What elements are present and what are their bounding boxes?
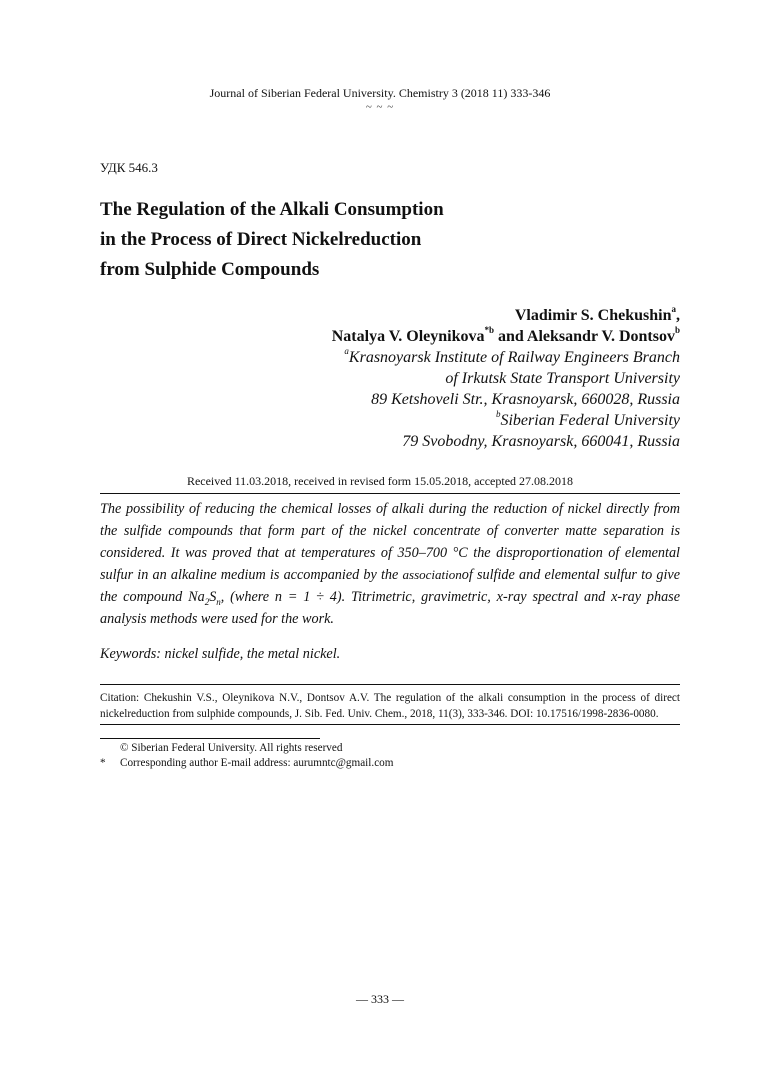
citation: Citation: Chekushin V.S., Oleynikova N.V., Dontsov A.V. The regulation of the alkali consumption in the process of direct nickelreduction from sulphide compounds, J. Sib. Fed. Univ. Chem., 2018, 11(3), 333-346. DOI: 10.17516/1998-2836-0080. (100, 692, 680, 720)
page-number: — 333 — (356, 992, 404, 1006)
affiliation-mark: *b (484, 324, 495, 335)
title-line: in the Process of Direct Nickelreduction (100, 229, 422, 250)
header-separator: ~ ~ ~ (365, 101, 395, 113)
author-block (332, 305, 680, 452)
affiliation-mark: b (674, 324, 680, 335)
author-line-1: Vladimir S. Chekushin$^a$, (514, 303, 680, 324)
affiliation-b: $^b$Siberian Federal University (495, 408, 680, 429)
title-line: The Regulation of the Alkali Consumption (100, 199, 444, 220)
affiliation-mark: a (671, 303, 676, 314)
divider (100, 724, 680, 725)
corresponding-author-note: * Corresponding author E-mail address: aurumntc@gmail.com (100, 757, 394, 769)
footnote-rule (100, 738, 320, 739)
author-name: and Aleksandr V. Dontsov (494, 328, 675, 345)
footnotes (100, 741, 393, 771)
author-name: Vladimir S. Chekushin (514, 307, 672, 324)
affiliation-a-line2: of Irkutsk State Transport University (445, 370, 680, 387)
abstract: The possibility of reducing the chemical losses of alkali during the reduction of nickel directly from the sulfide compounds that form part of the nickel concentrate of converter matte separation is considered. It was proved that at temperatures of 350–700 °C the disproportionation of elemental sulfur in an alkaline medium is accompanied by the associationof sulfide and elemental sulfur to give the compound $Na_2S_n$, (where n = 1 ÷ 4). Titrimetric, gravimetric, x-ray spectral and x-ray phase analysis methods were used for the work. (100, 501, 680, 627)
affiliation-b-address: 79 Svobodny, Krasnoyarsk, 660041, Russia (402, 433, 680, 450)
received-dates: Received 11.03.2018, received in revised form 15.05.2018, accepted 27.08.2018 (186, 474, 574, 488)
title-line: from Sulphide Compounds (100, 259, 320, 280)
udk-code: УДК 546.3 (100, 160, 158, 175)
affiliation-a: $^a$Krasnoyarsk Institute of Railway Engineers Branch (344, 345, 680, 366)
journal-header: Journal of Siberian Federal University. Chemistry 3 (2018 11) 333-346 (209, 86, 551, 100)
paper-title (100, 195, 444, 285)
author-line-2 (332, 326, 680, 347)
divider (100, 493, 680, 494)
keywords: Keywords: nickel sulfide, the metal nickel. (100, 646, 341, 662)
copyright-note: © Siberian Federal University. All rights reserved (120, 742, 343, 754)
affiliation-a-address: 89 Ketshoveli Str., Krasnoyarsk, 660028, Russia (371, 391, 680, 408)
author-name: Natalya V. Oleynikova (331, 328, 485, 345)
divider (100, 684, 680, 685)
